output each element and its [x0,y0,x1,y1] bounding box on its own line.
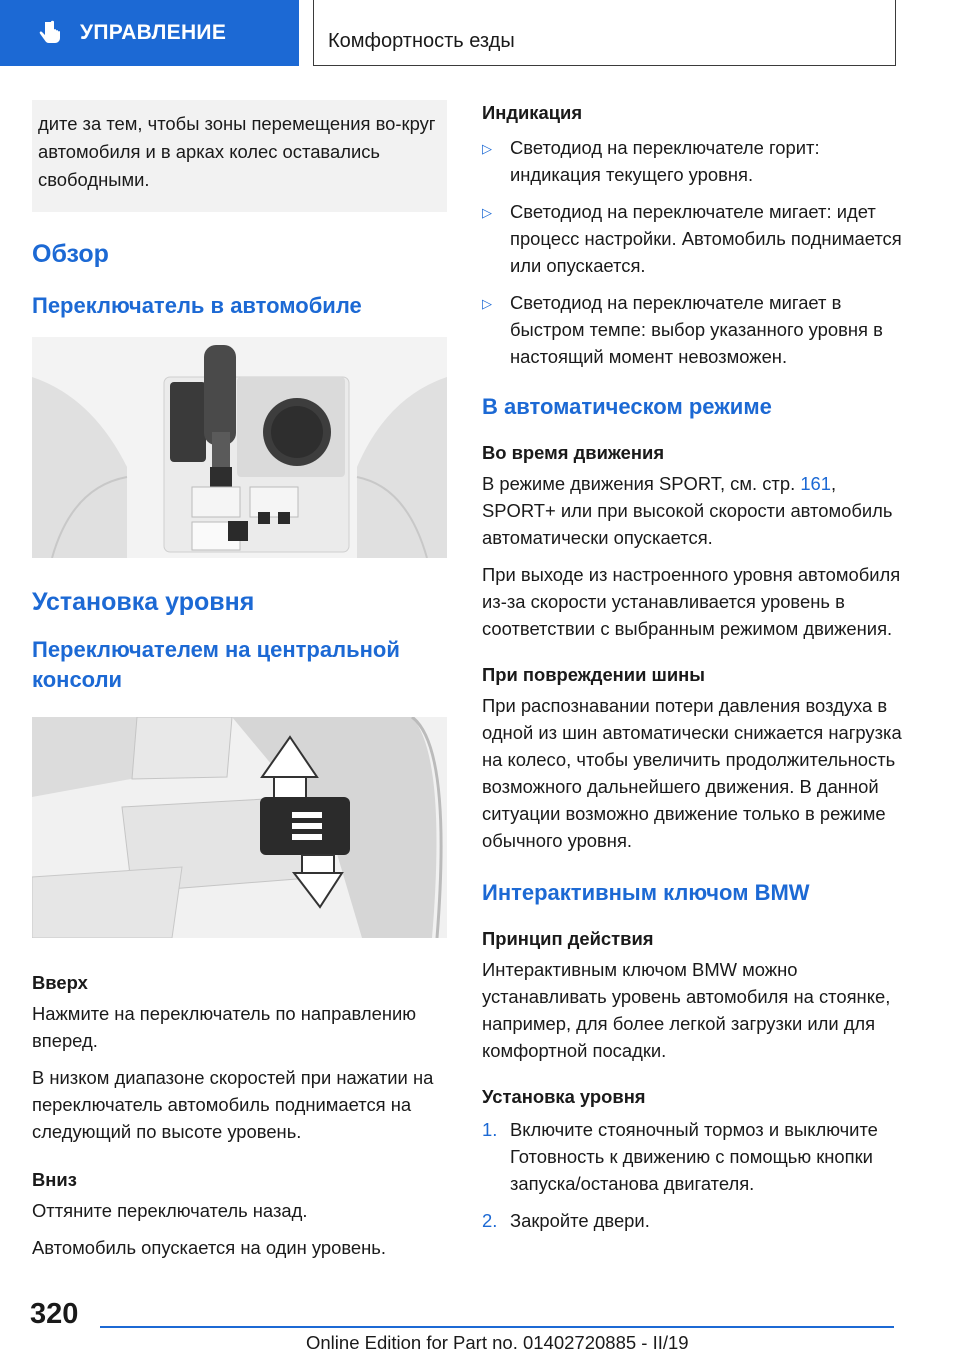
down-text-2: Автомобиль опускается на один уровень. [32,1237,386,1258]
driving-text-2: При выходе из настроенного уровня автомобиля из-за скорости устанавливается уровень в соответствии с выбранным режимом движения. [482,564,901,639]
note-box: дите за тем, чтобы зоны перемещения во-круг автомобиля и в арках колес оставались свободными. [32,100,447,212]
overview-heading: Обзор [32,240,109,268]
indication-item [482,134,902,188]
step-text: Закройте двери. [510,1210,650,1231]
triangle-bullet-icon: ▷ [482,296,492,311]
page-link[interactable]: 161 [800,473,832,494]
indication-item [482,198,902,279]
level-switch-photo [32,717,447,938]
step-item [482,1116,902,1197]
auto-heading: В автоматическом режиме [482,394,772,419]
up-text-2: В низком диапазоне скоростей при нажатии на переключатель автомобиль поднимается на следующий по высоте уровень. [32,1067,434,1142]
step-item [482,1207,902,1234]
indication-item-text: Светодиод на переключателе горит: индикация текущего уровня. [510,137,820,185]
step-number: 1. [482,1119,498,1140]
indication-item [482,289,902,370]
down-text-1: Оттяните переключатель назад. [32,1200,308,1221]
console-switch-photo [32,337,447,558]
hand-pointer-icon [36,19,64,47]
indication-item-text: Светодиод на переключателе мигает в быстром темпе: выбор указанного уровня в настоящий момент невозможен. [510,292,883,367]
edition-text: Online Edition for Part no. 01402720885 - II/19 [306,1332,689,1353]
triangle-bullet-icon: ▷ [482,141,492,156]
key-heading: Интерактивным ключом BMW [482,880,810,905]
page-number: 320 [30,1298,79,1330]
section-tab[interactable] [0,0,299,66]
up-heading: Вверх [32,972,88,993]
section-label: УПРАВЛЕНИЕ [80,21,227,44]
tire-heading: При повреждении шины [482,664,705,685]
driving-text-1: В режиме движения SPORT, см. стр. 161, SPORT+ или при высокой скорости автомобиль автоматически опускается. [482,473,893,548]
left-column [32,100,447,1261]
set-level-subheading: Установка уровня [482,1086,646,1107]
switch-heading: Переключатель в автомобиле [32,293,362,318]
down-heading: Вниз [32,1169,77,1190]
indication-item-text: Светодиод на переключателе мигает: идет процесс настройки. Автомобиль поднимается или опускается. [510,201,902,276]
console-heading: Переключателем на центральной консоли [32,637,400,692]
driving-heading: Во время движения [482,442,665,463]
up-text-1: Нажмите на переключатель по направлению вперед. [32,1003,417,1051]
set-level-heading: Установка уровня [32,588,255,616]
chapter-title: Комфортность езды [313,0,896,66]
principle-text: Интерактивным ключом BMW можно устанавливать уровень автомобиля на стоянке, например, для более легкой загрузки или для комфортной посадки. [482,959,891,1061]
indication-heading: Индикация [482,102,583,123]
tire-text: При распознавании потери давления воздуха в одной из шин автоматически снижается нагрузка на колесо, чтобы увеличить продолжительность возможного дальнейшего движения. В данной ситуации возможно движение только в режиме обычного уровня. [482,695,902,851]
triangle-bullet-icon: ▷ [482,205,492,220]
right-column [482,102,902,1234]
footer-divider [100,1326,894,1328]
principle-heading: Принцип действия [482,928,654,949]
step-text: Включите стояночный тормоз и выключите Готовность к движению с помощью кнопки запуска/останова двигателя. [510,1119,878,1194]
step-number: 2. [482,1210,498,1231]
